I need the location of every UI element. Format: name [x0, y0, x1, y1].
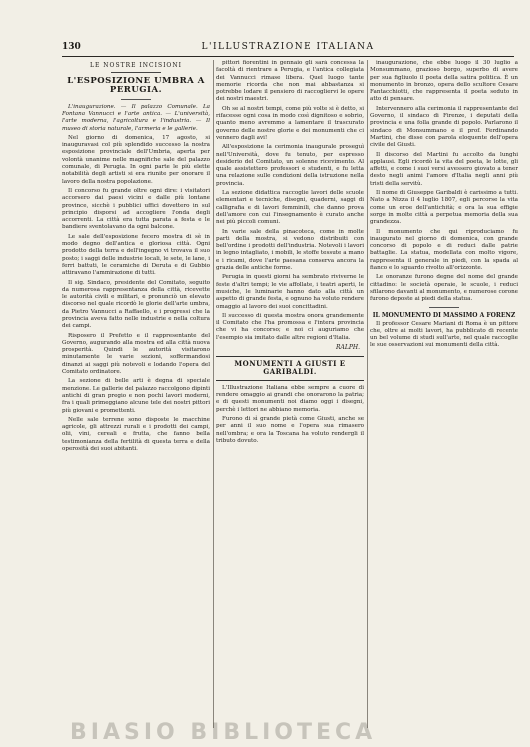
paragraph: Il monumento che qui riproduciamo fu inaugurato nel giorno di domenica, con grande concorso di popolo e di reduci dalle patrie battaglie. La statua, modellata con molto vigore, rappresenta il generale in piedi, con la spada al fianco e lo sguardo rivolto all'orizzonte. [370, 228, 518, 272]
author-signature: RALPH. [335, 343, 360, 351]
paragraph: Il sig. Sindaco, presidente del Comitato, seguito da numerosa rappresentanza della città, ricevette le autorità civili e militari, e pronunciò un elevato discorso nel quale ricordò le glorie dell'arte umbra, da Pietro Vannucci a Raffaello, e i progressi che la provincia aveva fatto nelle industrie e nella coltura dei campi. [62, 279, 210, 330]
column-separator [367, 60, 368, 728]
paragraph: Il nome di Giuseppe Garibaldi è carissimo a tutti. Nato a Nizza il 4 luglio 1807, egli percorse la vita come un eroe dell'antichità; e ora la sua effigie sorge in molte città a perpetua memoria della sua grandezza. [370, 190, 518, 226]
paragraph: Oh se al nostri tempi, come più volte si è detto, si rifacesse ogni cosa in modo così dignitoso e sobrio, quanto meno avremmo a lamentare il trascurato governo delle nostre glorie e dei monumenti che ci vennero dagli avi! [216, 105, 364, 141]
article-title: L'ESPOSIZIONE UMBRA A PERUGIA. [67, 76, 205, 96]
paragraph: La sezione didattica raccoglie lavori delle scuole elementari e tecniche, disegni, quaderni, saggi di calligrafia e di lavori femminili, che danno prova dell'amore con cui l'insegnamento è curato anche nei più piccoli comuni. [216, 190, 364, 226]
banner-title: MONUMENTI A GIUSTI E GARIBALDI. [234, 358, 346, 377]
paragraph: Il successo di questa mostra onora grandemente il Comitato che l'ha promossa e l'intera provincia che vi ha concorso; e noi ci auguriamo che l'esempio sia imitato dalle altre regioni d'Italia. [216, 312, 364, 341]
paragraph: inaugurazione, che ebbe luogo il 30 luglio a Monsummano, grazioso borgo, superbo di avere per sua figliuolo il poeta della satira politica. È un monumento in bronzo, opera dello scultore Cesare Fantacchiotti, che rappresenta il poeta seduto in atto di pensare. [370, 60, 518, 103]
columns [62, 60, 518, 728]
page-header [62, 42, 514, 56]
paragraph: Risposero il Prefetto e il rappresentante del Governo, augurando alla mostra ed alla città nuova prosperità. Quindi le autorità visitarono minutamente le varie sezioni, soffermandosi dinanzi ai saggi più notevoli e lodando l'opera del Comitato ordinatore. [62, 332, 210, 376]
paragraph: Perugia in questi giorni ha sembrato riviverne le feste d'altri tempi; le vie affollate, i teatri aperti, le musiche, le luminarie hanno dato alla città un aspetto di grande festa, e ognuno ha voluto rendere omaggio al lavoro dei suoi concittadini. [216, 274, 364, 310]
paragraph: All'esposizione la cerimonia inaugurale proseguì nell'Università, dove fu tenuto, per espresso desiderio del Comitato, un solenne ricevimento. Al quale assistettero professori e studenti, e fu letta una relazione sulle condizioni della istruzione nella provincia. [216, 144, 364, 187]
section-rule [111, 72, 161, 73]
divider [429, 307, 459, 308]
paragraph: Furono di sì grande pietà come Giusti, anche se per anni il suo nome e l'opera sua rimasero nell'ombra; e ora la Toscana ha voluto rendergli il tributo dovuto. [216, 415, 364, 444]
subsection-title: IL MONUMENTO DI MASSIMO A FORENZ [372, 311, 516, 319]
article-banner [216, 356, 364, 381]
watermark-bottom: BIASIO BIBLIOTECA [70, 720, 377, 745]
paragraph: In varie sale della pinacoteca, come in molte parti della mostra, si vedono distribuiti con bell'ordine i prodotti dell'industria. Notevoli i lavori in legno intagliato, i mobili, le stoffe tessute a mano e i ricami, dove l'arte paesana conserva ancora la grazia delle antiche forme. [216, 228, 364, 272]
column-3 [370, 60, 518, 728]
paragraph: Intervennero alla cerimonia il rappresentante del Governo, il sindaco di Firenze, i deputati della provincia e una folla grande di popolo. Parlarono il sindaco di Monsummano e il prof. Ferdinando Martini, che disse con parola eloquente dell'opera civile del Giusti. [370, 105, 518, 149]
paragraph: pittori fiorentini in gennaio gli sarà concessa la facoltà di rientrare a Perugia, e l'antica collegiata dei Vannucci rimase libera. Quel luogo tante memorie ricorda che non mai abbastanza si potrebbe lodare il pensiero di raccogliervi le opere dei nostri maestri. [216, 60, 364, 103]
watermark-top [10, 4, 190, 34]
paragraph: Il discorso del Martini fu accolto da lunghi applausi. Egli ricordò la vita del poeta, le lotte, gli affetti, e come i suoi versi avessero giovato a tener desto negli animi l'amore d'Italia negli anni più tristi della servitù. [370, 151, 518, 187]
paragraph: Le sale dell'esposizione fecero mostra di sè in modo degno dell'antica e gloriosa città. Ogni prodotto della terra e dell'ingegno vi trovava il suo posto; i saggi delle industrie locali, le sete, le lane, i ferri battuti, le ceramiche di Deruta e di Gubbio attiravano l'ammirazione di tutti. [62, 233, 210, 277]
column-1 [62, 60, 210, 728]
column-separator [213, 60, 214, 728]
paragraph: Il concorso fu grande oltre ogni dire: i visitatori accorsero dai paesi vicini e dalle più lontane province, sicchè i pubblici uffici dovettero in sul principio disporsi ad accogliere l'onda degli accorrenti. La città era tutta parata a festa e le bandiere sventolavano da ogni balcone. [62, 187, 210, 231]
paragraph: Il professor Cesare Mariani di Roma è un pittore che, oltre ai molti lavori, ha pubblicato di recente un bel volume di studi sull'arte, nel quale raccoglie le sue osservazioni sui monumenti della città. [370, 320, 518, 349]
paragraph: Nel giorno di domenica, 17 agosto, si inauguravasi col più splendido successo la nostra esposizione provinciale dell'Umbria, aperta per volontà unanime nelle magnifiche sale del palazzo comunale, di Perugia. In ogni parte le più elette notabilità degli artisti si era riunite per onorare il lavoro della nostra popolazione. [62, 134, 210, 185]
running-title: L'ILLUSTRAZIONE ITALIANA [201, 42, 375, 52]
title-rule [121, 99, 151, 100]
paragraph: L'Illustrazione Italiana ebbe sempre a cuore di rendere omaggio ai grandi che onorarono la patria; e di questi monumenti noi diamo oggi i disegni, perchè i lettori ne abbiano memoria. [216, 384, 364, 413]
column-2 [216, 60, 364, 728]
paragraph: Le onoranze furono degne del nome del grande cittadino: le società operaie, le scuole, i reduci sfilarono davanti al monumento, e numerose corone furono deposte ai piedi della statua. [370, 274, 518, 303]
page-number: 130 [62, 42, 81, 52]
paragraph: La sezione di belle arti è degna di speciale menzione. Le gallerie del palazzo raccolgono dipinti antichi di gran pregio e non pochi lavori moderni, fra i quali primeggiano alcune tele dei nostri pittori più giovani e promettenti. [62, 378, 210, 414]
section-heading: LE NOSTRE INCISIONI [90, 62, 182, 69]
paragraph: Nelle sale terrene sono disposte le macchine agricole, gli attrezzi rurali e i prodotti dei campi, olii, vini, cereali e frutta, che fanno bella testimonianza della fertilità di questa terra e della operosità dei suoi abitanti. [62, 416, 210, 453]
article-summary: L'inaugurazione. — Il palazzo Comunale. La Fontana Vannucci e l'arte antica. — L'università, l'arte moderna, l'agricoltura e l'industria. — Il museo di storia naturale, l'armeria e le gallerie. [62, 103, 210, 132]
header-rule [62, 56, 514, 57]
